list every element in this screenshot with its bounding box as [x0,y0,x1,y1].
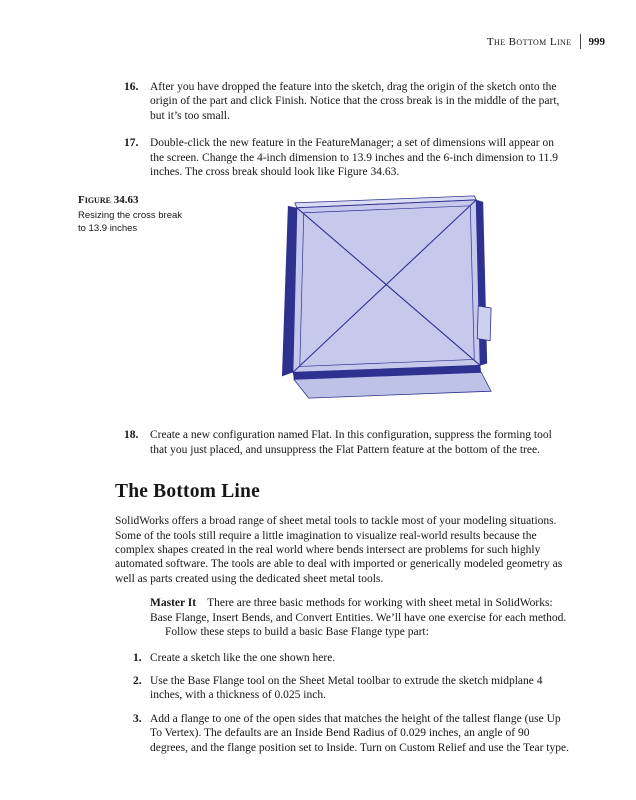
section-title: The Bottom Line [115,481,260,503]
step-number: 16. [124,81,139,93]
master-it-paragraph [150,596,570,625]
step-text: Double-click the new feature in the FeatureManager; a set of dimensions will appear on the screen. Change the 4-inch dimension to 13.9 inches and the 6-inch dimension to 11.9 inches. The cross break should look like Figure 34.63. [150,137,559,179]
step-number: 1. [133,651,142,664]
step-number: 17. [124,137,139,150]
header-divider [580,34,581,49]
master-it-text: There are three basic methods for working with sheet metal in SolidWorks: Base Flange, Insert Bends, and Convert Entities. We’ll have one exercise for each method. [150,597,567,624]
figure-caption-line: Resizing the cross break [78,210,183,222]
section-intro: SolidWorks offers a broad range of sheet metal tools to tackle most of your modeling situations. Some of the tools still require a little imagination to visualize real-world results because the complex shapes created in the real world where bends intersect are problems for such highly automated software. The tools are able to deal with imported or generically modeled geometry as well as parts created using the dedicated sheet metal tools. [115,515,563,585]
figure-caption-line: to 13.9 inches [78,223,138,235]
figure-34-63-image [277,194,505,408]
figure-row [78,192,570,414]
step-text: Create a new configuration named Flat. In this configuration, suppress the forming tool that you just placed, and unsuppress the Flat Pattern feature at the bottom of the tree. [150,429,552,456]
exercise-step-1 [115,651,570,665]
step-text: After you have dropped the feature into the sketch, drag the origin of the sketch onto the origin of the part and click Finish. Notice that the cross break is in the middle of the part, but it’s too small. [150,81,560,122]
step-18 [115,428,570,457]
exercise-steps [115,651,570,755]
running-header [487,34,605,49]
follow-steps-line: Follow these steps to build a basic Base Flange type part: [165,626,429,639]
cross-break-part-drawing [277,194,505,406]
running-title: The Bottom Line [486,35,572,48]
page-number: 999 [588,35,605,48]
edge-notch [477,306,491,341]
step-16 [115,80,570,123]
step-number: 2. [133,674,142,687]
step-number: 3. [133,712,142,725]
master-it-label: Master It [150,597,197,610]
step-text: Use the Base Flange tool on the Sheet Metal toolbar to extrude the sketch midplane 4 inches, with a thickness of 0.025 inch. [150,674,543,702]
page-content [78,80,570,764]
step-text: Add a flange to one of the open sides that matches the height of the tallest flange (use Up To Vertex). The defaults are an Inside Bend Radius of 0.029 inches, an angle of 90 degrees, and the flange position set to Inside. Turn on Custom Relief and use the Tear type. [150,712,569,754]
figure-label: Figure 34.63 [78,194,139,207]
step-number: 18. [124,429,139,442]
exercise-step-2 [115,674,570,703]
step-17 [115,136,570,179]
figure-caption [78,194,198,235]
exercise-step-3 [115,712,570,755]
step-text: Create a sketch like the one shown here. [150,651,336,664]
